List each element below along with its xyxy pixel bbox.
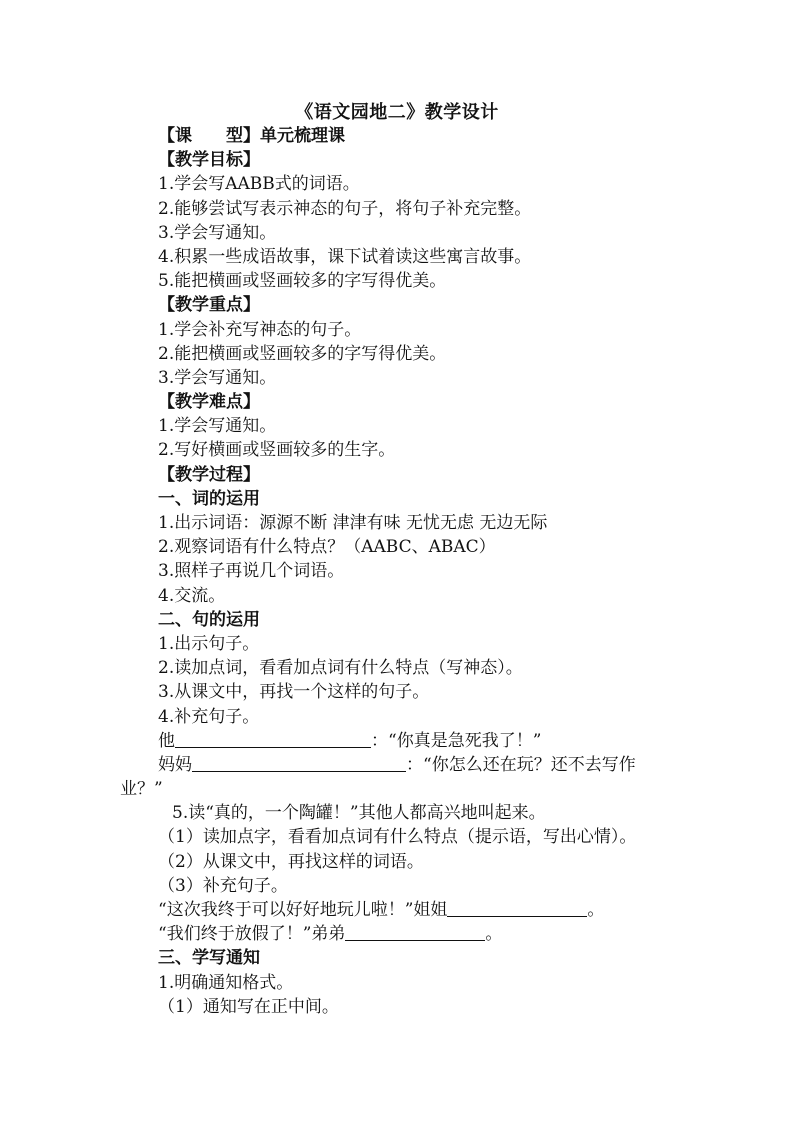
sentence-start: 他 — [158, 730, 175, 751]
sentence-continuation: 业？” — [120, 779, 163, 800]
step-item: 2.观察词语有什么特点？（AABC、ABAC） — [158, 537, 496, 558]
fill-in-sentence — [120, 898, 680, 922]
fill-in-sentence — [120, 922, 680, 946]
heading-key-points: 【教学重点】 — [158, 295, 260, 316]
sub-step-item: （1）读加点字，看看加点词有什么特点（提示语，写出心情）。 — [158, 827, 637, 848]
difficulty-item: 1.学会写通知。 — [158, 416, 277, 437]
step-item: 1.明确通知格式。 — [158, 972, 294, 993]
sentence-start: “我们终于放假了！”弟弟 — [158, 924, 346, 945]
sentence-end: ：“你怎么还在玩？还不去写作 — [406, 754, 636, 775]
step-item: 3.从课文中，再找一个这样的句子。 — [158, 682, 430, 703]
fill-in-sentence — [120, 729, 680, 753]
fill-in-sentence — [120, 753, 680, 777]
sentence-start: 妈妈 — [158, 754, 192, 775]
document-title: 《语文园地二》教学设计 — [295, 102, 499, 123]
sub-step-item: （3）补充句子。 — [158, 875, 288, 896]
step-item: 1.出示句子。 — [158, 633, 260, 654]
objective-item: 3.学会写通知。 — [158, 222, 277, 243]
fill-blank — [175, 731, 371, 748]
step-item: 4.交流。 — [158, 585, 226, 606]
step-item: 5.读“真的，一个陶罐！”其他人都高兴地叫起来。 — [172, 803, 546, 824]
sentence-end: 。 — [485, 924, 503, 945]
sub-step-item: （1）通知写在正中间。 — [158, 996, 339, 1017]
heading-process: 【教学过程】 — [158, 464, 260, 485]
sentence-end: 。 — [587, 900, 605, 920]
heading-objectives: 【教学目标】 — [158, 150, 260, 171]
section-word-usage: 一、词的运用 — [158, 488, 260, 509]
key-point-item: 1.学会补充写神态的句子。 — [158, 319, 362, 340]
sentence-end: ：“你真是急死我了！” — [371, 730, 542, 751]
step-item: 4.补充句子。 — [158, 706, 260, 727]
sub-step-item: （2）从课文中，再找这样的词语。 — [158, 851, 424, 872]
objective-item: 4.积累一些成语故事，课下试着读这些寓言故事。 — [158, 246, 532, 267]
objective-item: 5.能把横画或竖画较多的字写得优美。 — [158, 271, 447, 292]
key-point-item: 2.能把横画或竖画较多的字写得优美。 — [158, 343, 447, 364]
key-point-item: 3.学会写通知。 — [158, 367, 277, 388]
fill-blank — [447, 900, 587, 917]
lesson-type-line: 【课 型】单元梳理课 — [158, 126, 345, 146]
difficulty-item: 2.写好横画或竖画较多的生字。 — [158, 440, 396, 461]
heading-difficulties: 【教学难点】 — [158, 392, 260, 413]
step-item: 2.读加点词，看看加点词有什么特点（写神态）。 — [158, 658, 523, 679]
section-sentence-usage: 二、句的运用 — [158, 609, 260, 630]
fill-blank — [192, 755, 406, 772]
document-body — [120, 124, 680, 1019]
step-item: 3.照样子再说几个词语。 — [158, 561, 345, 582]
sentence-start: “这次我终于可以好好地玩儿啦！”姐姐 — [158, 900, 448, 920]
objective-item: 1.学会写AABB式的词语。 — [158, 174, 360, 195]
objective-item: 2.能够尝试写表示神态的句子，将句子补充完整。 — [158, 198, 532, 219]
fill-blank — [345, 924, 485, 941]
section-notice-writing: 三、学写通知 — [158, 948, 260, 969]
step-item: 1.出示词语：源源不断 津津有味 无忧无虑 无边无际 — [158, 513, 548, 533]
